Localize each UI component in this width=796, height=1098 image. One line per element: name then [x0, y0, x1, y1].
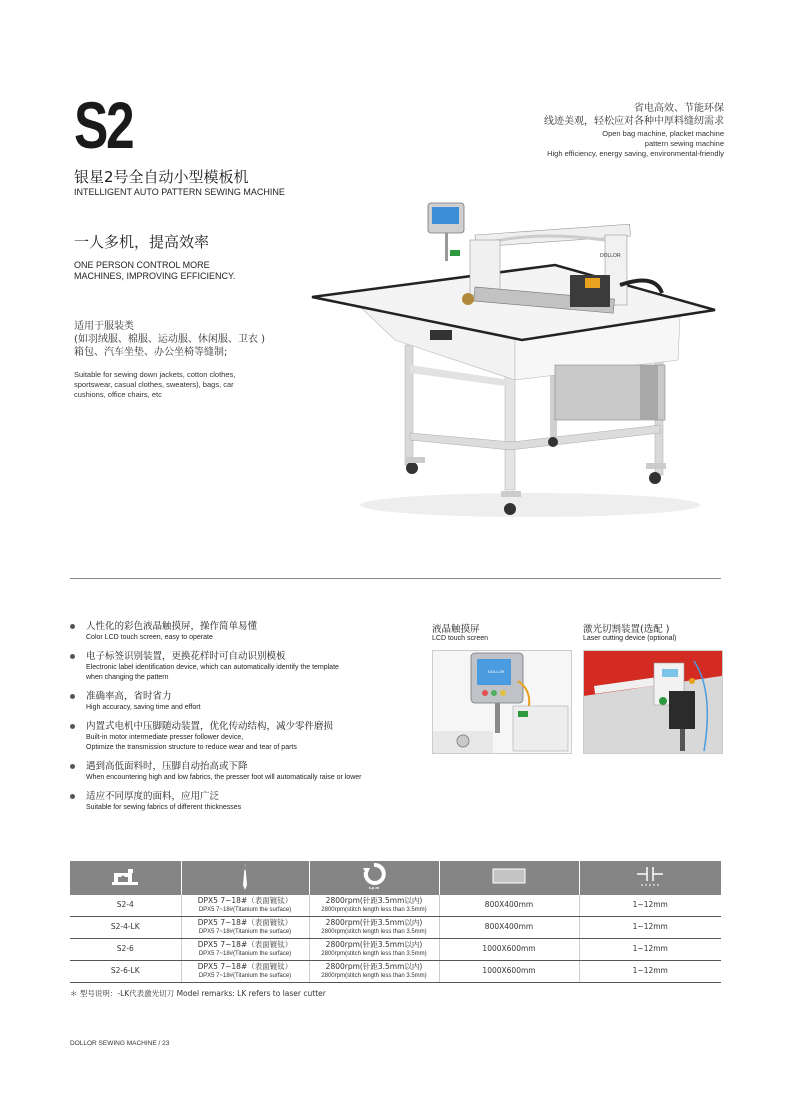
feature-cn: 电子标签识别装置，更换花样时可自动识别模板	[86, 651, 286, 662]
cell-needle	[181, 895, 309, 917]
cell-speed	[309, 961, 439, 983]
cell-speed	[309, 917, 439, 939]
lcd-photo	[432, 650, 572, 754]
needle-en: DPX5 7~18#(Titanium the surface)	[198, 972, 292, 979]
model-remark: ＊ 型号说明：-LK代表激光切刀 Model remarks: LK refers to laser cutter	[70, 989, 326, 998]
bullet-icon	[70, 654, 75, 659]
tagline-en-1: Open bag machine, placket machine	[602, 129, 724, 138]
laser-caption	[583, 621, 676, 642]
bullet-icon	[70, 624, 75, 629]
cell-model: S2-4	[70, 895, 181, 917]
cell-stitch: 1~12mm	[579, 917, 721, 939]
feature-cn: 适应不同厚度的面料，应用广泛	[86, 791, 220, 802]
feature-cn: 准确率高，省时省力	[86, 691, 172, 702]
area-icon	[492, 868, 526, 884]
feature-en: Suitable for sewing fabrics of different thicknesses	[86, 804, 242, 811]
usage-cn	[74, 320, 265, 359]
speed-icon	[362, 862, 386, 890]
tagline-en	[547, 129, 724, 159]
needle-en: DPX5 7~18#(Titanium the surface)	[198, 906, 292, 913]
cell-area: 800X400mm	[439, 917, 579, 939]
cell-model: S2-4-LK	[70, 917, 181, 939]
cell-speed	[309, 939, 439, 961]
speed-en: 2800rpm(stitch length less than 3.5mm)	[321, 906, 427, 913]
needle-en: DPX5 7~18#(Titanium the surface)	[198, 928, 292, 935]
usage-en-2: sportswear, casual clothes, sweaters), bags, car	[74, 380, 234, 389]
needle-cn: DPX5 7~18#（表面镀钛）	[197, 918, 293, 927]
slogan-en-2: MACHINES, IMPROVING EFFICIENCY.	[74, 271, 236, 281]
cell-stitch: 1~12mm	[579, 895, 721, 917]
speed-en: 2800rpm(stitch length less than 3.5mm)	[321, 972, 427, 979]
tagline-cn-1: 省电高效、节能环保	[634, 103, 724, 114]
feature-en-2: Optimize the transmission structure to reduce wear and tear of parts	[86, 744, 297, 751]
cell-stitch: 1~12mm	[579, 961, 721, 983]
cell-model: S2-6	[70, 939, 181, 961]
feature-list	[70, 620, 420, 820]
product-title-cn: 银星2号全自动小型模板机	[74, 168, 249, 186]
speed-cn: 2800rpm(针距3.5mm以内)	[325, 896, 423, 905]
laser-caption-en: Laser cutting device (optional)	[583, 635, 677, 642]
model-number: S2	[74, 88, 133, 162]
cell-model: S2-6-LK	[70, 961, 181, 983]
feature-en: Color LCD touch screen, easy to operate	[86, 634, 213, 641]
speed-cn: 2800rpm(针距3.5mm以内)	[325, 940, 423, 949]
laser-photo	[583, 650, 723, 754]
spec-header-model	[70, 861, 181, 895]
usage-en-1: Suitable for sewing down jackets, cotton clothes,	[74, 370, 236, 379]
table-row	[70, 961, 721, 983]
table-row	[70, 917, 721, 939]
section-divider	[70, 578, 721, 579]
feature-item	[70, 760, 420, 783]
cell-needle	[181, 939, 309, 961]
bullet-icon	[70, 794, 75, 799]
cell-area: 800X400mm	[439, 895, 579, 917]
lcd-caption	[432, 621, 488, 642]
tagline-cn-2: 线迹美观，轻松应对各种中厚料缝纫需求	[544, 116, 724, 127]
bullet-icon	[70, 694, 75, 699]
page-footer: DOLLOR SEWING MACHINE / 23	[70, 1040, 170, 1047]
speed-sublabel: s.p.m	[368, 885, 380, 890]
stitch-length-icon	[635, 864, 665, 888]
spec-header-area	[439, 861, 579, 895]
needle-en: DPX5 7~18#(Titanium the surface)	[198, 950, 292, 957]
needle-cn: DPX5 7~18#（表面镀钛）	[197, 962, 293, 971]
usage-cn-3: 箱包、汽车坐垫、办公坐椅等缝制;	[74, 347, 228, 358]
speed-en: 2800rpm(stitch length less than 3.5mm)	[321, 950, 427, 957]
feature-item	[70, 650, 420, 683]
machine-illustration	[300, 195, 730, 525]
feature-en: High accuracy, saving time and effort	[86, 704, 201, 711]
feature-en: Electronic label identification device, which can automatically identify the template	[86, 664, 339, 671]
spec-header-stitch	[579, 861, 721, 895]
speed-cn: 2800rpm(针距3.5mm以内)	[325, 918, 423, 927]
usage-cn-1: 适用于服装类	[74, 321, 134, 332]
cell-area: 1000X600mm	[439, 961, 579, 983]
speed-cn: 2800rpm(针距3.5mm以内)	[325, 962, 423, 971]
needle-cn: DPX5 7~18#（表面镀钛）	[197, 940, 293, 949]
lcd-caption-cn: 液晶触摸屏	[432, 624, 480, 635]
bullet-icon	[70, 764, 75, 769]
slogan-en	[74, 260, 235, 282]
slogan-cn: 一人多机，提高效率	[74, 233, 210, 251]
feature-en-2: when changing the pattern	[86, 674, 169, 681]
slogan-en-1: ONE PERSON CONTROL MORE	[74, 260, 210, 270]
usage-en-3: cushions, office chairs, etc	[74, 390, 162, 399]
product-title-en: INTELLIGENT AUTO PATTERN SEWING MACHINE	[74, 187, 285, 197]
feature-en: When encountering high and low fabrics, the presser foot will automatically raise or lower	[86, 774, 362, 781]
table-row	[70, 939, 721, 961]
lcd-caption-en: LCD touch screen	[432, 635, 489, 642]
cell-speed	[309, 895, 439, 917]
laser-caption-cn: 激光切割装置(选配 )	[583, 624, 670, 635]
needle-icon	[240, 861, 250, 891]
machine-brand-label: DOLLOR	[600, 253, 621, 259]
cell-needle	[181, 961, 309, 983]
feature-cn: 内置式电机中压脚随动装置，优化传动结构，减少零件磨损	[86, 721, 334, 732]
tagline-en-2: pattern sewing machine	[644, 139, 724, 148]
speed-en: 2800rpm(stitch length less than 3.5mm)	[321, 928, 427, 935]
feature-en: Built-in motor intermediate presser follower device,	[86, 734, 244, 741]
cell-stitch: 1~12mm	[579, 939, 721, 961]
feature-item	[70, 790, 420, 813]
feature-item	[70, 690, 420, 713]
table-row	[70, 895, 721, 917]
feature-cn: 人性化的彩色液晶触摸屏，操作简单易懂	[86, 621, 258, 632]
feature-cn: 遇到高低面料时，压脚自动抬高或下降	[86, 761, 248, 772]
usage-en	[74, 370, 235, 400]
spec-header-needle	[181, 861, 309, 895]
cell-area: 1000X600mm	[439, 939, 579, 961]
bullet-icon	[70, 724, 75, 729]
tagline-en-3: High efficiency, energy saving, environmental-friendly	[547, 149, 724, 158]
spec-table	[70, 861, 721, 983]
cell-needle	[181, 917, 309, 939]
feature-item	[70, 620, 420, 643]
spec-header-row	[70, 861, 721, 895]
feature-item	[70, 720, 420, 753]
sewing-machine-icon	[110, 865, 140, 887]
needle-cn: DPX5 7~18#（表面镀钛）	[197, 896, 293, 905]
usage-cn-2: (如羽绒服、棉服、运动服、休闲服、卫衣 )	[74, 334, 265, 345]
spec-header-speed	[309, 861, 439, 895]
lcd-brand-label: DOLLOR	[488, 669, 505, 674]
